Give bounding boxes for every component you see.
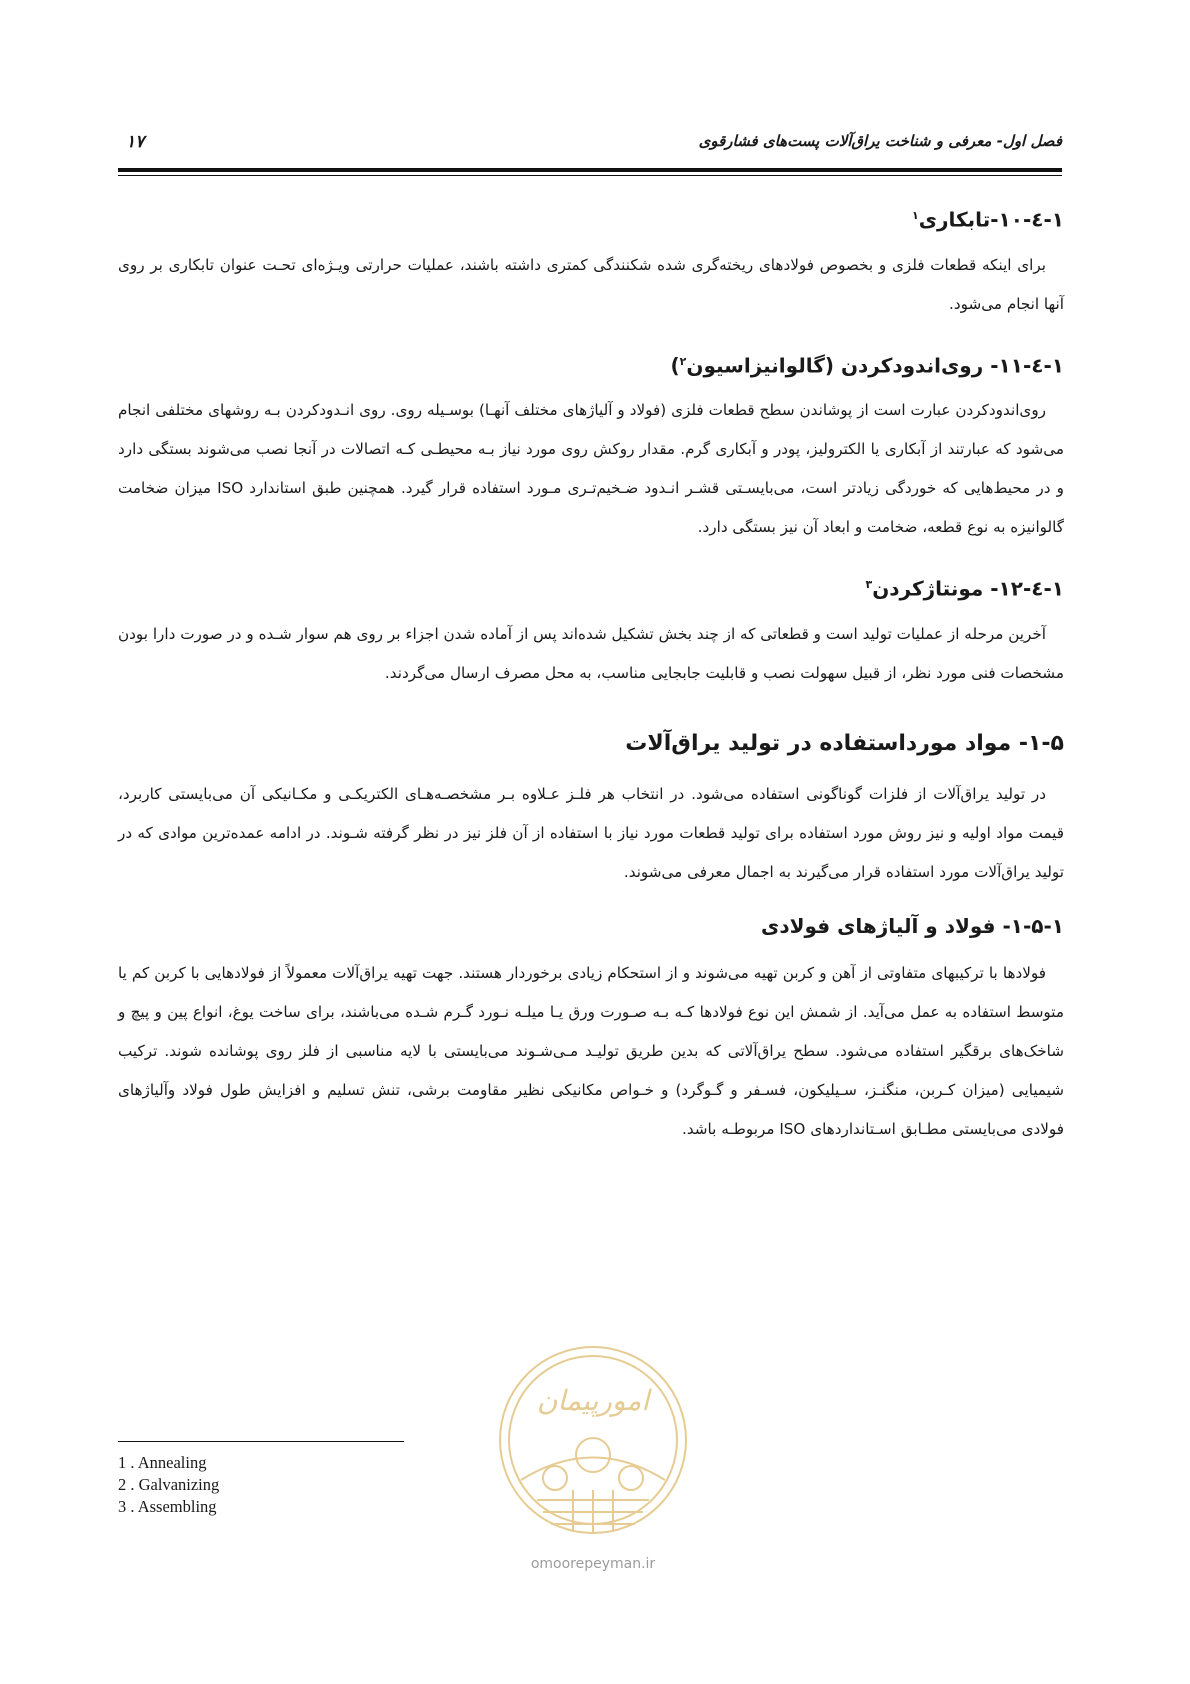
header-rule-thick bbox=[118, 168, 1062, 172]
section-heading-assembling: ۱-٤-۱۲- مونتاژکردن$^۳$ bbox=[865, 576, 1064, 601]
paragraph-materials: در تولید یراق‌آلات از فلزات گوناگونی استفاده می‌شود. در انتخاب هر فلـز عـلاوه بـر مشخصـه‌هـای الکتریکـی و مکـانیکی آن می‌بایستی کاربرد، قیمت مواد اولیه و نیز روش مورد استفاده برای تولید قطعات مورد نیاز با استفاده از آن فلز نیز در نظر گرفته شـوند. در ادامه عمده‌ترین موادی که در تولید یراق‌آلات مورد استفاده قرار می‌گیرند به اجمال معرفی می‌شوند. bbox=[118, 784, 1064, 881]
header-rule-thin bbox=[118, 175, 1062, 176]
paragraph-assembling: آخرین مرحله از عملیات تولید است و قطعاتی که از چند بخش تشکیل شده‌اند پس از آماده شدن اجزاء بر روی هم سوار شـده و در صورت دارا بودن مشخصات فنی مورد نظر، از قبیل سهولت نصب و قابلیت جابجایی مناسب، به محل مصرف ارسال می‌گردند. bbox=[118, 624, 1064, 682]
section-heading-annealing: ۱-٤-۱۰-تابکاری$^۱$ bbox=[911, 207, 1064, 232]
svg-text:امورپیمان: امورپیمان bbox=[536, 1384, 650, 1417]
main-content bbox=[118, 200, 1064, 1149]
running-header bbox=[118, 132, 1062, 164]
section-heading-galvanizing: ۱-٤-۱۱- روی‌اندودکردن (گالوانیزاسیون$^۲$) bbox=[670, 353, 1064, 378]
footnote-2: 2 . Galvanizing bbox=[118, 1475, 220, 1494]
footnotes bbox=[118, 1452, 219, 1518]
chapter-title: فصل اول- معرفی و شناخت یراق‌آلات پست‌های فشارقوی bbox=[698, 132, 1062, 150]
section-heading-steel: ۱-۵-۱- فولاد و آلیاژهای فولادی bbox=[761, 913, 1064, 938]
watermark-seal-icon bbox=[493, 1340, 693, 1585]
section-heading-materials: ۱-۵- مواد مورداستفاده در تولید یراق‌آلات bbox=[625, 730, 1064, 756]
footnote-rule bbox=[118, 1441, 404, 1442]
footnote-ref: ۳ bbox=[865, 578, 873, 592]
footnote-ref: ۲ bbox=[679, 354, 687, 368]
paragraph-steel: فولادها با ترکیبهای متفاوتی از آهن و کربن تهیه می‌شوند و از استحکام زیادی برخوردار هستند. جهت تهیه یراق‌آلات معمولاً از فولادهایی با کربن کم یا متوسط استفاده به عمل می‌آید. از شمش این نوع فولادها کـه بـه صـورت ورق یـا میلـه نـورد گـرم شـده می‌باشند، برای ساخت یوغ، انواع پین و پیچ و شاخک‌های برقگیر استفاده می‌شود. سطح یراق‌آلاتی که بدین طریق تولیـد مـی‌شـوند می‌بایستی با لایه مناسبی از فلز روی پوشانده شوند. ترکیب شیمیایی (میزان کـربن، منگنـز، سـیلیکون، فسـفر و گـوگرد) و خـواص مکانیکی نظیر مقاومت برشی، تنش تسلیم و افزایش طول فولاد وآلیاژهای فولادی می‌بایستی مطـابق اسـتانداردهای ISO مربوطـه باشد. bbox=[118, 963, 1064, 1138]
paragraph-annealing: برای اینکه قطعات فلزی و بخصوص فولادهای ریخته‌گری شده شکنندگی کمتری داشته باشند، عملیات حرارتی ویـژه‌ای تحـت عنوان تابکاری بر روی آنها انجام می‌شود. bbox=[118, 255, 1064, 313]
footnote-1: 1 . Annealing bbox=[118, 1453, 207, 1472]
footnote-ref: ۱ bbox=[911, 209, 919, 222]
watermark-logo bbox=[493, 1340, 693, 1585]
page-number: ۱۷ bbox=[126, 132, 145, 152]
paragraph-galvanizing: روی‌اندودکردن عبارت است از پوشاندن سطح قطعات فلزی (فولاد و آلیاژهای مختلف آنهـا) بوسـیله روی. روی انـدودکردن بـه روشهای مختلفی انجام می‌شود که عبارتند از آبکاری یا الکترولیز، پودر و آبکاری گرم. مقدار روکش روی مورد نیاز بـه محیطـی کـه اتصالات در آنجا نصب می‌شوند بستگی دارد و در محیط‌هایی که خوردگی زیادتر است، می‌بایسـتی قشـر انـدود ضـخیم‌تـری مـورد استفاده قرار گیرد. همچنین طبق استاندارد ISO میزان ضخامت گالوانیزه به نوع قطعه، ضخامت و ابعاد آن نیز بستگی دارد. bbox=[118, 401, 1064, 537]
footnote-3: 3 . Assembling bbox=[118, 1497, 217, 1516]
watermark-site-text: omoorepeyman.ir bbox=[530, 1556, 656, 1572]
